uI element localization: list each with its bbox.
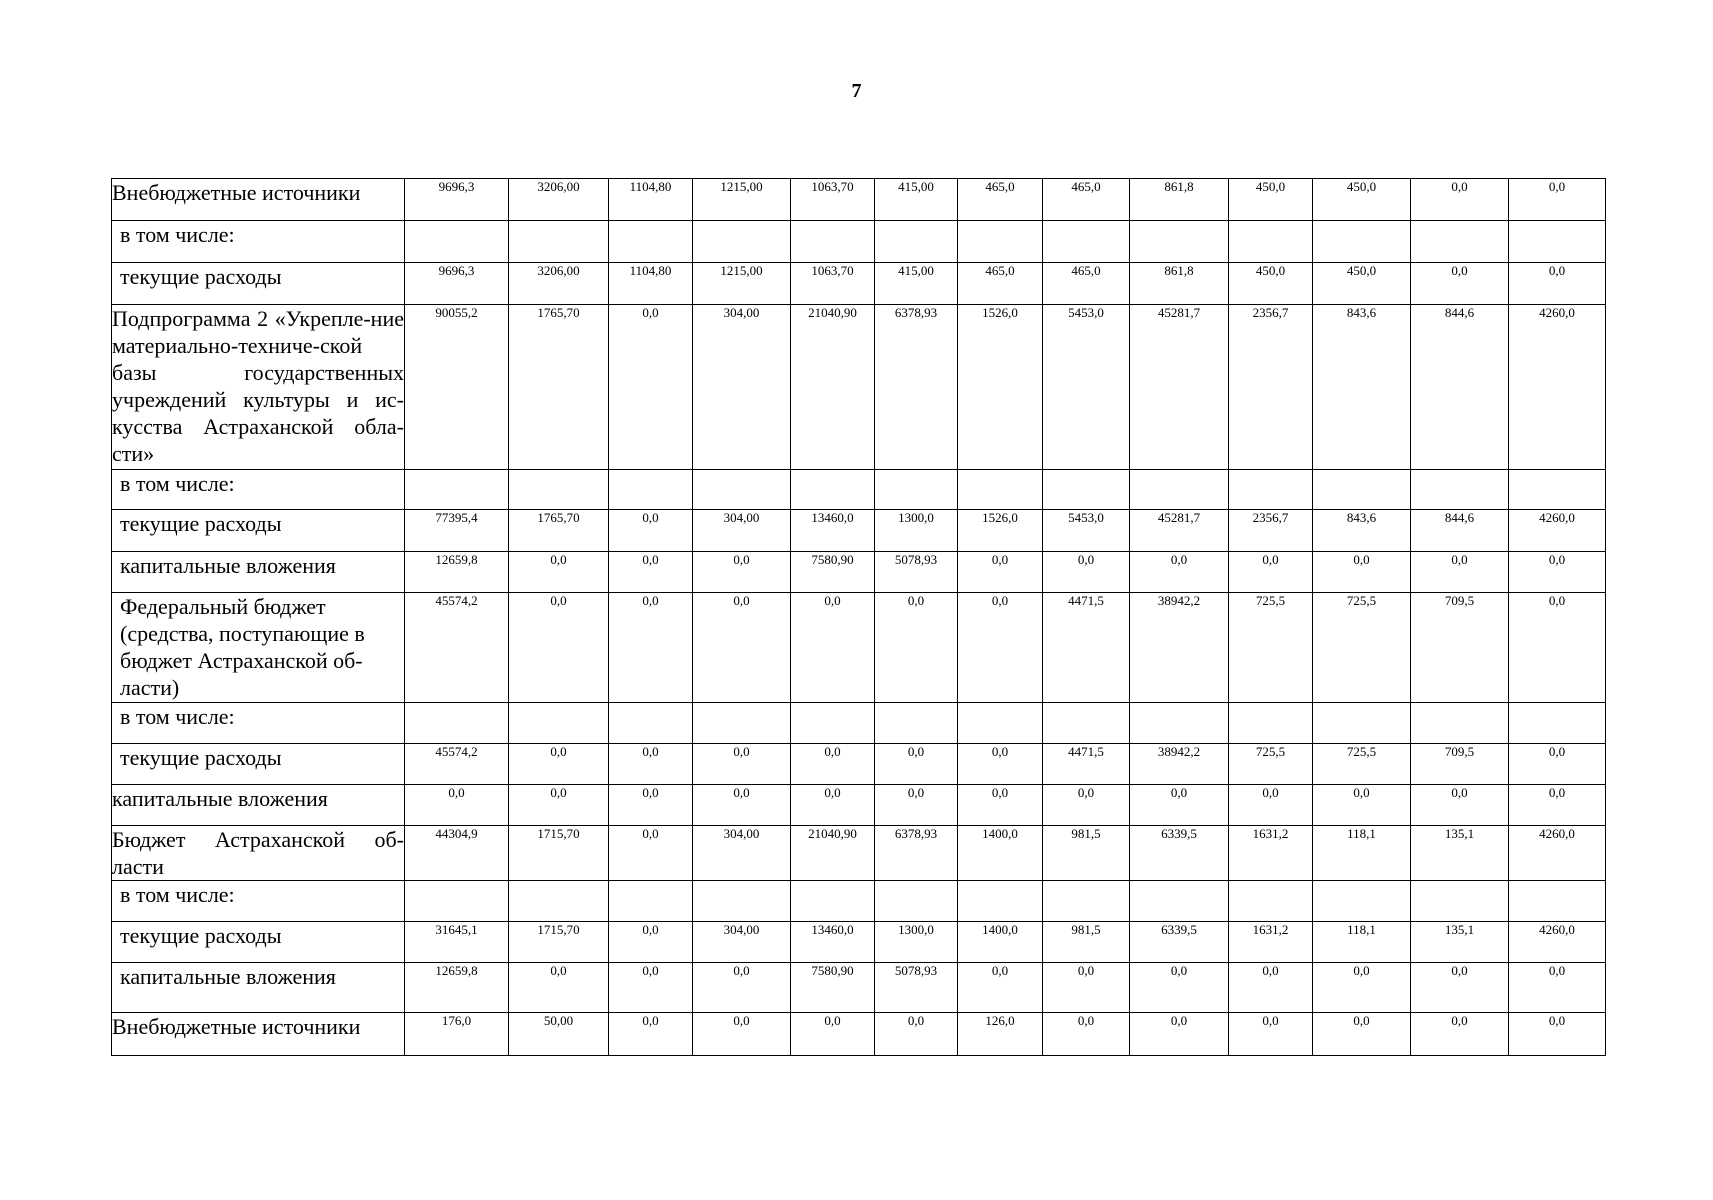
value-cell: 0,0 (509, 785, 609, 826)
value-cell: 5078,93 (875, 552, 958, 593)
value-cell (405, 470, 509, 510)
value-cell: 415,00 (875, 263, 958, 305)
value-cell (509, 881, 609, 922)
value-cell: 9696,3 (405, 263, 509, 305)
row-label: капитальные вложения (112, 963, 405, 1013)
value-cell: 709,5 (1411, 744, 1509, 785)
value-cell: 118,1 (1313, 922, 1411, 963)
value-cell: 0,0 (875, 785, 958, 826)
value-cell: 0,0 (1043, 963, 1130, 1013)
value-cell: 0,0 (609, 826, 693, 881)
value-cell: 0,0 (1229, 1013, 1313, 1056)
table-body (112, 179, 1606, 1056)
value-cell: 4260,0 (1509, 826, 1606, 881)
value-cell: 0,0 (875, 593, 958, 703)
value-cell: 0,0 (609, 785, 693, 826)
value-cell (791, 881, 875, 922)
value-cell: 31645,1 (405, 922, 509, 963)
value-cell: 44304,9 (405, 826, 509, 881)
value-cell: 0,0 (1229, 963, 1313, 1013)
value-cell (1229, 881, 1313, 922)
value-cell (1313, 221, 1411, 263)
value-cell: 0,0 (1313, 963, 1411, 1013)
value-cell: 450,0 (1313, 179, 1411, 221)
value-cell: 465,0 (958, 179, 1043, 221)
value-cell: 38942,2 (1130, 593, 1229, 703)
row-label: текущие расходы (112, 510, 405, 552)
value-cell: 0,0 (693, 963, 791, 1013)
value-cell (1509, 470, 1606, 510)
value-cell: 0,0 (958, 593, 1043, 703)
value-cell: 7580,90 (791, 552, 875, 593)
value-cell: 450,0 (1229, 263, 1313, 305)
table-row (112, 221, 1606, 263)
value-cell: 3206,00 (509, 263, 609, 305)
value-cell: 725,5 (1229, 744, 1313, 785)
value-cell: 725,5 (1229, 593, 1313, 703)
value-cell (1313, 470, 1411, 510)
row-label: капитальные вложения (112, 552, 405, 593)
table-row (112, 470, 1606, 510)
value-cell (609, 881, 693, 922)
value-cell: 0,0 (693, 744, 791, 785)
value-cell: 450,0 (1229, 179, 1313, 221)
value-cell: 135,1 (1411, 826, 1509, 881)
value-cell: 1300,0 (875, 922, 958, 963)
value-cell: 0,0 (875, 744, 958, 785)
row-label: текущие расходы (112, 263, 405, 305)
value-cell: 1104,80 (609, 263, 693, 305)
value-cell: 0,0 (1411, 963, 1509, 1013)
value-cell: 844,6 (1411, 305, 1509, 470)
value-cell (1509, 881, 1606, 922)
value-cell: 0,0 (1411, 785, 1509, 826)
value-cell: 1715,70 (509, 922, 609, 963)
value-cell (609, 470, 693, 510)
value-cell: 415,00 (875, 179, 958, 221)
table-row (112, 263, 1606, 305)
value-cell: 90055,2 (405, 305, 509, 470)
value-cell: 6378,93 (875, 826, 958, 881)
value-cell: 0,0 (1411, 179, 1509, 221)
value-cell: 0,0 (609, 744, 693, 785)
value-cell: 0,0 (958, 552, 1043, 593)
value-cell: 725,5 (1313, 593, 1411, 703)
value-cell (1229, 221, 1313, 263)
value-cell (509, 703, 609, 744)
table-row (112, 963, 1606, 1013)
value-cell: 0,0 (958, 963, 1043, 1013)
value-cell: 1063,70 (791, 263, 875, 305)
value-cell: 45574,2 (405, 744, 509, 785)
value-cell: 2356,7 (1229, 510, 1313, 552)
value-cell (875, 470, 958, 510)
value-cell (693, 221, 791, 263)
value-cell: 1400,0 (958, 826, 1043, 881)
value-cell: 21040,90 (791, 305, 875, 470)
value-cell: 4260,0 (1509, 922, 1606, 963)
value-cell (693, 881, 791, 922)
value-cell (1229, 703, 1313, 744)
value-cell: 45281,7 (1130, 305, 1229, 470)
value-cell (1043, 470, 1130, 510)
value-cell: 6339,5 (1130, 826, 1229, 881)
value-cell (1043, 221, 1130, 263)
value-cell: 45574,2 (405, 593, 509, 703)
value-cell (609, 221, 693, 263)
value-cell: 843,6 (1313, 305, 1411, 470)
row-label: Внебюджетные источники (112, 179, 405, 221)
value-cell: 0,0 (1509, 263, 1606, 305)
value-cell: 304,00 (693, 922, 791, 963)
row-label: Внебюджетные источники (112, 1013, 405, 1056)
value-cell: 1063,70 (791, 179, 875, 221)
value-cell: 304,00 (693, 510, 791, 552)
table-row (112, 785, 1606, 826)
value-cell: 0,0 (1313, 552, 1411, 593)
table-row (112, 881, 1606, 922)
value-cell: 0,0 (958, 785, 1043, 826)
table-row (112, 703, 1606, 744)
value-cell (958, 881, 1043, 922)
value-cell (1130, 221, 1229, 263)
value-cell (1313, 703, 1411, 744)
value-cell: 0,0 (1043, 785, 1130, 826)
value-cell: 0,0 (509, 963, 609, 1013)
value-cell (405, 221, 509, 263)
value-cell: 981,5 (1043, 826, 1130, 881)
value-cell (1130, 881, 1229, 922)
value-cell: 1631,2 (1229, 922, 1313, 963)
table-row (112, 826, 1606, 881)
value-cell: 465,0 (958, 263, 1043, 305)
value-cell: 12659,8 (405, 963, 509, 1013)
table-row (112, 1013, 1606, 1056)
value-cell: 465,0 (1043, 263, 1130, 305)
value-cell: 13460,0 (791, 510, 875, 552)
value-cell (509, 470, 609, 510)
value-cell: 0,0 (609, 963, 693, 1013)
value-cell: 844,6 (1411, 510, 1509, 552)
value-cell: 0,0 (1313, 1013, 1411, 1056)
value-cell: 0,0 (1313, 785, 1411, 826)
value-cell: 0,0 (509, 552, 609, 593)
row-label: капитальные вложения (112, 785, 405, 826)
value-cell: 13460,0 (791, 922, 875, 963)
row-label: текущие расходы (112, 744, 405, 785)
row-label: в том числе: (112, 221, 405, 263)
value-cell: 6339,5 (1130, 922, 1229, 963)
value-cell (791, 221, 875, 263)
value-cell (875, 221, 958, 263)
value-cell (1130, 703, 1229, 744)
value-cell (958, 703, 1043, 744)
value-cell: 0,0 (509, 744, 609, 785)
value-cell: 1765,70 (509, 305, 609, 470)
value-cell (1509, 221, 1606, 263)
row-label: в том числе: (112, 470, 405, 510)
value-cell: 0,0 (1229, 552, 1313, 593)
value-cell (875, 703, 958, 744)
value-cell: 0,0 (609, 305, 693, 470)
value-cell: 0,0 (1411, 263, 1509, 305)
value-cell: 6378,93 (875, 305, 958, 470)
value-cell: 0,0 (1130, 785, 1229, 826)
value-cell (1130, 470, 1229, 510)
value-cell: 0,0 (791, 785, 875, 826)
value-cell: 5453,0 (1043, 510, 1130, 552)
value-cell (1313, 881, 1411, 922)
value-cell: 12659,8 (405, 552, 509, 593)
value-cell: 0,0 (609, 922, 693, 963)
value-cell: 21040,90 (791, 826, 875, 881)
value-cell: 0,0 (1509, 744, 1606, 785)
value-cell: 0,0 (1130, 552, 1229, 593)
value-cell (1411, 221, 1509, 263)
value-cell: 0,0 (693, 1013, 791, 1056)
value-cell: 126,0 (958, 1013, 1043, 1056)
value-cell: 0,0 (875, 1013, 958, 1056)
value-cell: 0,0 (791, 593, 875, 703)
value-cell (958, 221, 1043, 263)
value-cell: 50,00 (509, 1013, 609, 1056)
value-cell: 4260,0 (1509, 510, 1606, 552)
page-number: 7 (851, 80, 862, 102)
row-label: Федеральный бюджет (средства, поступающие в бюджет Астраханской об-ласти) (112, 593, 405, 703)
value-cell: 1765,70 (509, 510, 609, 552)
value-cell: 1215,00 (693, 179, 791, 221)
value-cell: 1526,0 (958, 510, 1043, 552)
row-label: в том числе: (112, 881, 405, 922)
table-row (112, 510, 1606, 552)
value-cell: 0,0 (693, 593, 791, 703)
row-label: текущие расходы (112, 922, 405, 963)
value-cell: 450,0 (1313, 263, 1411, 305)
value-cell: 0,0 (958, 744, 1043, 785)
table-row (112, 593, 1606, 703)
value-cell: 0,0 (1043, 552, 1130, 593)
table-row (112, 179, 1606, 221)
value-cell: 981,5 (1043, 922, 1130, 963)
value-cell: 0,0 (1509, 593, 1606, 703)
value-cell: 5078,93 (875, 963, 958, 1013)
value-cell: 118,1 (1313, 826, 1411, 881)
value-cell (791, 470, 875, 510)
value-cell (609, 703, 693, 744)
table-row (112, 744, 1606, 785)
value-cell: 1631,2 (1229, 826, 1313, 881)
value-cell (1043, 703, 1130, 744)
value-cell: 725,5 (1313, 744, 1411, 785)
value-cell (693, 703, 791, 744)
value-cell: 0,0 (1509, 785, 1606, 826)
row-label: Подпрограмма 2 «Укрепле-ние материально-техниче-ской базы государственных учреждений культуры и ис-кусства Астраханской обла-сти» (112, 305, 405, 470)
table-row (112, 305, 1606, 470)
value-cell: 0,0 (1411, 1013, 1509, 1056)
value-cell (1411, 470, 1509, 510)
value-cell: 7580,90 (791, 963, 875, 1013)
value-cell (405, 881, 509, 922)
value-cell: 861,8 (1130, 179, 1229, 221)
value-cell: 0,0 (693, 552, 791, 593)
value-cell: 0,0 (1411, 552, 1509, 593)
value-cell: 0,0 (1509, 1013, 1606, 1056)
value-cell: 0,0 (509, 593, 609, 703)
value-cell: 4471,5 (1043, 744, 1130, 785)
value-cell: 1104,80 (609, 179, 693, 221)
value-cell: 304,00 (693, 305, 791, 470)
value-cell (1411, 881, 1509, 922)
row-label: Бюджет Астраханской об-ласти (112, 827, 404, 879)
value-cell: 4260,0 (1509, 305, 1606, 470)
table-row (112, 552, 1606, 593)
value-cell: 5453,0 (1043, 305, 1130, 470)
value-cell: 45281,7 (1130, 510, 1229, 552)
value-cell (693, 470, 791, 510)
value-cell: 861,8 (1130, 263, 1229, 305)
value-cell: 176,0 (405, 1013, 509, 1056)
budget-table (111, 178, 1606, 1056)
value-cell: 0,0 (791, 744, 875, 785)
value-cell: 9696,3 (405, 179, 509, 221)
value-cell (1229, 470, 1313, 510)
value-cell: 0,0 (1229, 785, 1313, 826)
value-cell: 0,0 (405, 785, 509, 826)
value-cell: 0,0 (609, 510, 693, 552)
value-cell: 135,1 (1411, 922, 1509, 963)
value-cell: 1715,70 (509, 826, 609, 881)
value-cell: 0,0 (1509, 552, 1606, 593)
value-cell: 1215,00 (693, 263, 791, 305)
value-cell: 709,5 (1411, 593, 1509, 703)
value-cell: 0,0 (609, 1013, 693, 1056)
value-cell: 2356,7 (1229, 305, 1313, 470)
value-cell: 0,0 (609, 552, 693, 593)
value-cell (1411, 703, 1509, 744)
value-cell: 0,0 (1130, 963, 1229, 1013)
value-cell: 0,0 (609, 593, 693, 703)
value-cell: 0,0 (1043, 1013, 1130, 1056)
value-cell (405, 703, 509, 744)
row-label: в том числе: (112, 703, 405, 744)
table-row (112, 922, 1606, 963)
value-cell: 304,00 (693, 826, 791, 881)
value-cell (958, 470, 1043, 510)
value-cell (791, 703, 875, 744)
value-cell: 1526,0 (958, 305, 1043, 470)
value-cell: 465,0 (1043, 179, 1130, 221)
value-cell: 0,0 (791, 1013, 875, 1056)
value-cell (1043, 881, 1130, 922)
value-cell: 0,0 (1130, 1013, 1229, 1056)
value-cell: 1400,0 (958, 922, 1043, 963)
value-cell: 4471,5 (1043, 593, 1130, 703)
value-cell (509, 221, 609, 263)
value-cell: 0,0 (693, 785, 791, 826)
value-cell (875, 881, 958, 922)
value-cell: 0,0 (1509, 963, 1606, 1013)
value-cell: 1300,0 (875, 510, 958, 552)
value-cell: 77395,4 (405, 510, 509, 552)
value-cell: 38942,2 (1130, 744, 1229, 785)
value-cell: 843,6 (1313, 510, 1411, 552)
value-cell (1509, 703, 1606, 744)
value-cell: 3206,00 (509, 179, 609, 221)
value-cell: 0,0 (1509, 179, 1606, 221)
